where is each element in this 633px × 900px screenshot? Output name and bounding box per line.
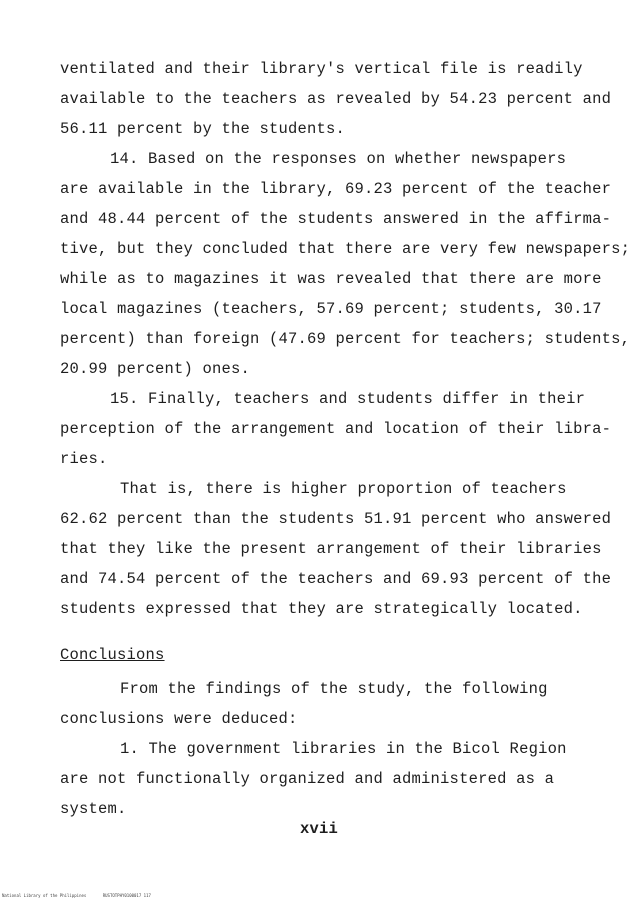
- text-line: 1. The government libraries in the Bicol Region: [120, 740, 567, 758]
- text-line: local magazines (teachers, 57.69 percent; students, 30.17: [60, 300, 602, 318]
- text-line: ries.: [60, 450, 108, 468]
- scan-footer: [2, 893, 165, 898]
- text-line: and 48.44 percent of the students answered in the affirma-: [60, 210, 612, 228]
- page-number: xvii: [300, 820, 339, 838]
- text-line: That is, there is higher proportion of teachers: [120, 480, 567, 498]
- text-line: are not functionally organized and administered as a: [60, 770, 555, 788]
- text-line: percent) than foreign (47.69 percent for teachers; students,: [60, 330, 631, 348]
- text-line: 20.99 percent) ones.: [60, 360, 251, 378]
- text-line: 14. Based on the responses on whether newspapers: [110, 150, 567, 168]
- text-line: 15. Finally, teachers and students differ in their: [110, 390, 586, 408]
- text-line: available to the teachers as revealed by 54.23 percent and: [60, 90, 612, 108]
- text-line: ventilated and their library's vertical file is readily: [60, 60, 583, 78]
- text-line: that they like the present arrangement of their libraries: [60, 540, 602, 558]
- text-line: From the findings of the study, the following: [120, 680, 548, 698]
- footer-code: RUSTOTPHY0100017 117: [102, 893, 151, 898]
- text-line: system.: [60, 800, 127, 818]
- text-line: perception of the arrangement and location of their libra-: [60, 420, 612, 438]
- text-line: 62.62 percent than the students 51.91 percent who answered: [60, 510, 612, 528]
- footer-source: National Library of the Philippines: [2, 893, 87, 898]
- text-line: are available in the library, 69.23 percent of the teacher: [60, 180, 612, 198]
- text-line: students expressed that they are strategically located.: [60, 600, 583, 618]
- section-heading: Conclusions: [60, 646, 165, 664]
- text-line: tive, but they concluded that there are very few newspapers;: [60, 240, 631, 258]
- text-line: conclusions were deduced:: [60, 710, 298, 728]
- text-line: 56.11 percent by the students.: [60, 120, 346, 138]
- text-line: while as to magazines it was revealed that there are more: [60, 270, 602, 288]
- text-line: and 74.54 percent of the teachers and 69.93 percent of the: [60, 570, 612, 588]
